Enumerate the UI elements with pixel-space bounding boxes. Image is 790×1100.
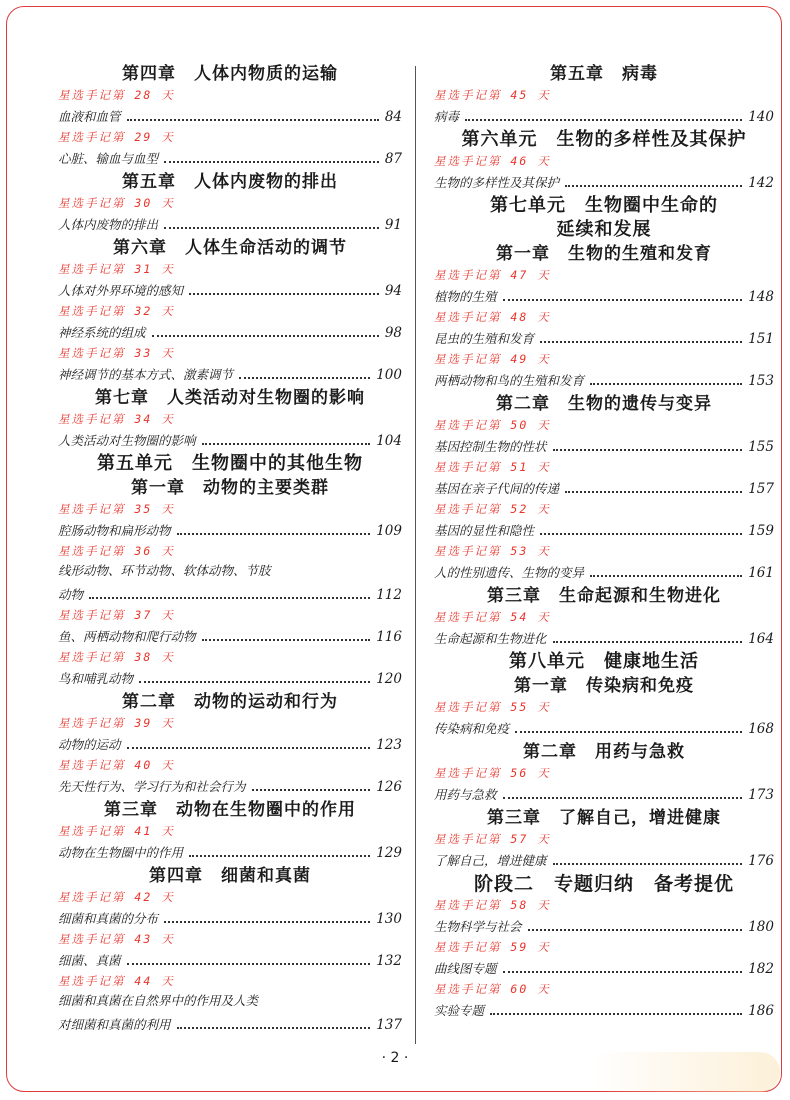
day-tag: 星选手记第 52 天 — [434, 502, 551, 516]
toc-entry-title: 对细菌和真菌的利用 — [58, 1017, 171, 1032]
toc-entry-title: 病毒 — [434, 109, 460, 124]
day-tag: 星选手记第 56 天 — [434, 766, 551, 780]
toc-entry-page: 151 — [748, 331, 774, 347]
toc-entry[interactable] — [434, 560, 774, 584]
toc-entry[interactable] — [434, 434, 774, 458]
toc-entry-page: 155 — [748, 439, 774, 455]
toc-entry-title: 人体内废物的排出 — [58, 217, 159, 232]
toc-entry-title: 人体对外界环境的感知 — [58, 283, 184, 298]
dot-leader — [590, 383, 742, 385]
toc-entry-title: 动物在生物圈中的作用 — [58, 845, 184, 860]
day-tag: 星选手记第 42 天 — [58, 890, 175, 904]
day-tag: 星选手记第 50 天 — [434, 418, 551, 432]
toc-entry-page: 129 — [376, 845, 402, 861]
toc-right-column — [434, 62, 774, 1022]
dot-leader — [139, 681, 370, 683]
day-tag: 星选手记第 31 天 — [58, 262, 175, 276]
day-tag: 星选手记第 47 天 — [434, 268, 551, 282]
toc-entry[interactable] — [58, 906, 402, 930]
toc-entry-title: 细菌、真菌 — [58, 953, 121, 968]
toc-entry[interactable] — [434, 104, 774, 128]
day-tag: 星选手记第 33 天 — [58, 346, 175, 360]
toc-entry-page: 116 — [376, 629, 402, 645]
toc-entry-title: 生物的多样性及其保护 — [434, 175, 560, 190]
chapter-heading: 第三章 了解自己，增进健康 — [487, 808, 721, 828]
day-tag: 星选手记第 41 天 — [58, 824, 175, 838]
toc-entry-page: 159 — [748, 523, 774, 539]
dot-leader — [590, 575, 742, 577]
chapter-heading: 第五章 病毒 — [550, 64, 658, 84]
chapter-heading: 第四章 人体内物质的运输 — [122, 64, 338, 84]
toc-entry-page: 100 — [376, 367, 402, 383]
toc-entry[interactable] — [434, 998, 774, 1022]
chapter-heading: 第四章 细菌和真菌 — [149, 866, 311, 886]
dot-leader — [515, 731, 742, 733]
column-divider — [415, 66, 416, 1044]
day-tag: 星选手记第 44 天 — [58, 974, 175, 988]
day-tag: 星选手记第 54 天 — [434, 610, 551, 624]
page-number: · 2 · — [381, 1050, 409, 1066]
chapter-heading: 第五章 人体内废物的排出 — [122, 172, 338, 192]
toc-entry[interactable] — [58, 320, 402, 344]
toc-entry[interactable] — [434, 914, 774, 938]
toc-entry[interactable] — [58, 732, 402, 756]
dot-leader — [164, 227, 379, 229]
chapter-heading: 第一章 生物的生殖和发育 — [496, 244, 712, 264]
day-tag: 星选手记第 48 天 — [434, 310, 551, 324]
toc-entry[interactable] — [434, 476, 774, 500]
day-tag: 星选手记第 49 天 — [434, 352, 551, 366]
toc-entry-page: 164 — [748, 631, 774, 647]
toc-entry-title: 心脏、输血与血型 — [58, 151, 159, 166]
toc-entry[interactable] — [434, 716, 774, 740]
day-tag: 星选手记第 58 天 — [434, 898, 551, 912]
toc-entry-line[interactable]: 线形动物、环节动物、软体动物、节肢 — [58, 563, 271, 578]
day-tag: 星选手记第 51 天 — [434, 460, 551, 474]
toc-entry-line[interactable]: 细菌和真菌在自然界中的作用及人类 — [58, 993, 259, 1008]
unit-heading: 第七单元 生物圈中生命的 — [490, 195, 718, 216]
toc-entry-title: 昆虫的生殖和发育 — [434, 331, 535, 346]
toc-entry-page: 130 — [376, 911, 402, 927]
day-tag: 星选手记第 55 天 — [434, 700, 551, 714]
day-tag: 星选手记第 37 天 — [58, 608, 175, 622]
unit-heading: 第六单元 生物的多样性及其保护 — [461, 129, 747, 150]
toc-entry[interactable] — [434, 848, 774, 872]
toc-entry-page: 148 — [748, 289, 774, 305]
dot-leader — [127, 747, 371, 749]
toc-entry-page: 182 — [748, 961, 774, 977]
toc-entry-title: 生命起源和生物进化 — [434, 631, 547, 646]
dot-leader — [177, 1027, 371, 1029]
chapter-heading: 第七章 人类活动对生物圈的影响 — [95, 388, 365, 408]
toc-entry-page: 186 — [748, 1003, 774, 1019]
toc-entry-page: 142 — [748, 175, 774, 191]
dot-leader — [202, 443, 371, 445]
dot-leader — [127, 963, 371, 965]
toc-entry-title: 人的性别遗传、生物的变异 — [434, 565, 585, 580]
toc-entry-page: 84 — [384, 109, 402, 125]
toc-entry-page: 126 — [376, 779, 402, 795]
toc-entry-title: 鸟和哺乳动物 — [58, 671, 134, 686]
toc-entry-title: 细菌和真菌的分布 — [58, 911, 159, 926]
day-tag: 星选手记第 30 天 — [58, 196, 175, 210]
day-tag: 星选手记第 59 天 — [434, 940, 551, 954]
toc-entry[interactable] — [434, 326, 774, 350]
dot-leader — [239, 377, 370, 379]
toc-entry[interactable] — [434, 518, 774, 542]
toc-entry-title: 了解自己，增进健康 — [434, 853, 547, 868]
dot-leader — [540, 341, 742, 343]
toc-left-column — [58, 62, 402, 1036]
toc-entry-title: 基因控制生物的性状 — [434, 439, 547, 454]
toc-entry-page: 104 — [376, 433, 402, 449]
toc-entry-title: 实验专题 — [434, 1003, 485, 1018]
toc-entry-title: 曲线图专题 — [434, 961, 497, 976]
toc-entry-title: 生物科学与社会 — [434, 919, 522, 934]
toc-entry[interactable] — [58, 840, 402, 864]
toc-entry[interactable] — [58, 278, 402, 302]
toc-entry-title: 动物的运动 — [58, 737, 121, 752]
toc-entry[interactable] — [434, 368, 774, 392]
dot-leader — [152, 335, 379, 337]
toc-entry-page: 120 — [376, 671, 402, 687]
chapter-heading: 第二章 用药与急救 — [523, 742, 685, 762]
toc-entry-title: 血液和血管 — [58, 109, 121, 124]
dot-leader — [503, 797, 743, 799]
toc-entry-page: 176 — [748, 853, 774, 869]
day-tag: 星选手记第 57 天 — [434, 832, 551, 846]
unit-heading: 第八单元 健康地生活 — [509, 651, 699, 672]
toc-entry-page: 132 — [376, 953, 402, 969]
dot-leader — [528, 929, 743, 931]
toc-entry[interactable] — [58, 774, 402, 798]
toc-entry-title: 基因的显性和隐性 — [434, 523, 535, 538]
day-tag: 星选手记第 38 天 — [58, 650, 175, 664]
toc-entry-title: 先天性行为、学习行为和社会行为 — [58, 779, 246, 794]
toc-entry-title: 人类活动对生物圈的影响 — [58, 433, 196, 448]
toc-entry-page: 137 — [376, 1017, 402, 1033]
chapter-heading: 第三章 生命起源和生物进化 — [487, 586, 721, 606]
toc-entry[interactable] — [58, 624, 402, 648]
day-tag: 星选手记第 46 天 — [434, 154, 551, 168]
toc-entry-page: 140 — [748, 109, 774, 125]
toc-entry-page: 161 — [748, 565, 774, 581]
toc-entry-page: 94 — [384, 283, 402, 299]
toc-entry[interactable] — [58, 146, 402, 170]
toc-entry-title: 基因在亲子代间的传递 — [434, 481, 560, 496]
toc-entry[interactable] — [58, 1012, 402, 1036]
toc-entry[interactable] — [58, 582, 402, 606]
toc-entry-title: 神经系统的组成 — [58, 325, 146, 340]
toc-entry-title: 鱼、两栖动物和爬行动物 — [58, 629, 196, 644]
dot-leader — [503, 299, 743, 301]
chapter-heading: 第二章 动物的运动和行为 — [122, 692, 338, 712]
toc-entry-page: 153 — [748, 373, 774, 389]
day-tag: 星选手记第 45 天 — [434, 88, 551, 102]
dot-leader — [553, 641, 743, 643]
dot-leader — [177, 533, 371, 535]
day-tag: 星选手记第 39 天 — [58, 716, 175, 730]
unit-heading: 延续和发展 — [556, 219, 652, 240]
chapter-heading: 第一章 传染病和免疫 — [514, 676, 694, 696]
toc-entry[interactable] — [58, 518, 402, 542]
toc-entry-title: 用药与急救 — [434, 787, 497, 802]
dot-leader — [553, 863, 743, 865]
day-tag: 星选手记第 43 天 — [58, 932, 175, 946]
toc-entry[interactable] — [58, 104, 402, 128]
dot-leader — [553, 449, 743, 451]
dot-leader — [252, 789, 371, 791]
toc-entry[interactable] — [58, 212, 402, 236]
toc-entry-page: 91 — [384, 217, 402, 233]
toc-entry-page: 87 — [384, 151, 402, 167]
day-tag: 星选手记第 60 天 — [434, 982, 551, 996]
chapter-heading: 第一章 动物的主要类群 — [131, 478, 329, 498]
unit-heading: 第五单元 生物圈中的其他生物 — [97, 453, 363, 474]
dot-leader — [89, 597, 370, 599]
toc-entry-page: 109 — [376, 523, 402, 539]
toc-entry-page: 173 — [748, 787, 774, 803]
dot-leader — [565, 491, 742, 493]
dot-leader — [189, 855, 370, 857]
dot-leader — [164, 921, 370, 923]
dot-leader — [164, 161, 379, 163]
day-tag: 星选手记第 53 天 — [434, 544, 551, 558]
dot-leader — [540, 533, 742, 535]
toc-entry-page: 157 — [748, 481, 774, 497]
toc-entry[interactable] — [434, 782, 774, 806]
toc-entry-page: 168 — [748, 721, 774, 737]
day-tag: 星选手记第 36 天 — [58, 544, 175, 558]
toc-entry-page: 112 — [376, 587, 402, 603]
day-tag: 星选手记第 34 天 — [58, 412, 175, 426]
toc-entry-title: 动物 — [58, 587, 84, 602]
chapter-heading: 第六章 人体生命活动的调节 — [113, 238, 347, 258]
toc-entry-title: 传染病和免疫 — [434, 721, 510, 736]
day-tag: 星选手记第 32 天 — [58, 304, 175, 318]
toc-entry[interactable] — [434, 626, 774, 650]
toc-entry-page: 98 — [384, 325, 402, 341]
toc-entry[interactable] — [434, 956, 774, 980]
toc-entry-page: 180 — [748, 919, 774, 935]
dot-leader — [465, 119, 742, 121]
day-tag: 星选手记第 28 天 — [58, 88, 175, 102]
day-tag: 星选手记第 35 天 — [58, 502, 175, 516]
dot-leader — [202, 639, 371, 641]
toc-entry[interactable] — [58, 666, 402, 690]
toc-entry[interactable] — [58, 948, 402, 972]
toc-entry[interactable] — [434, 170, 774, 194]
toc-entry[interactable] — [434, 284, 774, 308]
toc-entry-page: 123 — [376, 737, 402, 753]
stage-heading: 阶段二 专题归纳 备考提优 — [473, 873, 734, 895]
dot-leader — [127, 119, 379, 121]
toc-entry-title: 腔肠动物和扁形动物 — [58, 523, 171, 538]
toc-entry-title: 植物的生殖 — [434, 289, 497, 304]
chapter-heading: 第二章 生物的遗传与变异 — [496, 394, 712, 414]
toc-entry-title: 两栖动物和鸟的生殖和发育 — [434, 373, 585, 388]
toc-entry[interactable] — [58, 362, 402, 386]
chapter-heading: 第三章 动物在生物圈中的作用 — [104, 800, 356, 820]
toc-entry[interactable] — [58, 428, 402, 452]
dot-leader — [189, 293, 379, 295]
toc-entry-title: 神经调节的基本方式、激素调节 — [58, 367, 234, 382]
day-tag: 星选手记第 40 天 — [58, 758, 175, 772]
dot-leader — [503, 971, 743, 973]
day-tag: 星选手记第 29 天 — [58, 130, 175, 144]
dot-leader — [565, 185, 742, 187]
dot-leader — [490, 1013, 742, 1015]
